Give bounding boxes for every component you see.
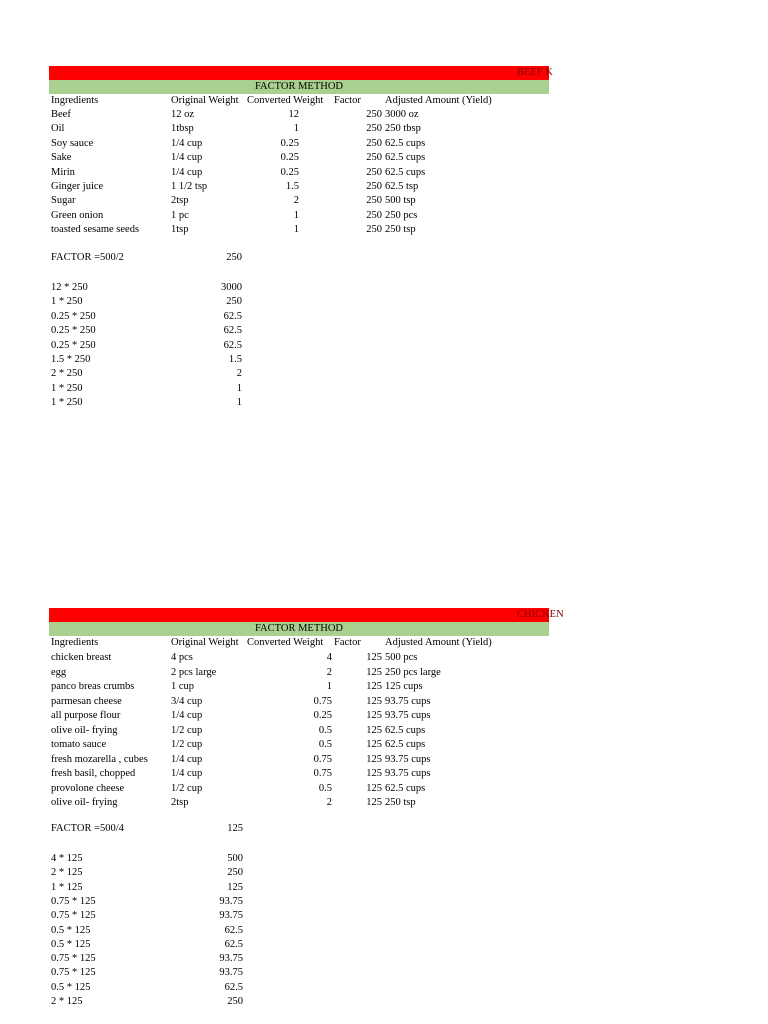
converted-weight: 1 — [293, 209, 299, 221]
calculation-result: 93.75 — [219, 967, 243, 979]
calculation-expression: 0.5 * 125 — [51, 924, 91, 936]
calculation-result: 250 — [227, 996, 243, 1007]
adjusted-amount: 250 pcs large — [385, 666, 441, 678]
factor-value: 125 — [366, 768, 382, 779]
calculation-expression: 0.25 * 250 — [51, 339, 96, 351]
converted-weight: 0.25 — [280, 137, 299, 149]
ingredient-name: panco breas crumbs — [51, 681, 135, 692]
factor-value: 250 — [366, 123, 382, 135]
header-converted-weight: Converted Weight — [247, 95, 324, 106]
converted-weight: 1 — [293, 123, 299, 135]
header-original-weight: Original Weight — [171, 637, 239, 648]
converted-weight: 1 — [326, 681, 332, 692]
original-weight: 1/4 cup — [171, 152, 203, 164]
converted-weight: 2 — [326, 797, 332, 808]
factor-row — [49, 251, 549, 265]
factor-label: FACTOR =500/4 — [51, 823, 124, 834]
original-weight: 1/2 cup — [171, 782, 203, 794]
factor-label: FACTOR =500/2 — [51, 252, 124, 263]
calculation-row — [49, 966, 549, 980]
calculation-result: 93.75 — [219, 895, 243, 907]
converted-weight: 0.25 — [313, 710, 332, 721]
converted-weight: 0.75 — [313, 753, 332, 765]
calculation-result: 62.5 — [224, 924, 243, 936]
calculation-row — [49, 382, 549, 396]
calculation-row — [49, 310, 549, 324]
section-title: BEEF K — [517, 67, 553, 78]
adjusted-amount: 62.5 cups — [385, 739, 426, 750]
calculation-row — [49, 353, 549, 367]
calculation-row — [49, 881, 549, 895]
ingredient-name: Green onion — [51, 209, 104, 221]
adjusted-amount: 93.75 cups — [385, 753, 431, 765]
factor-value: 250 — [366, 137, 382, 149]
table-row — [49, 151, 549, 165]
original-weight: 3/4 cup — [171, 695, 203, 707]
adjusted-amount: 62.5 cups — [385, 724, 426, 736]
calculation-result: 250 — [227, 867, 243, 879]
table-row — [49, 209, 549, 223]
calculation-row — [49, 952, 549, 966]
converted-weight: 0.25 — [280, 152, 299, 164]
converted-weight: 2 — [326, 666, 332, 678]
header-adjusted-amount: Adjusted Amount (Yield) — [385, 95, 492, 106]
calculation-expression: 4 * 125 — [51, 853, 83, 864]
calculation-expression: 0.75 * 125 — [51, 910, 96, 922]
factor-value: 125 — [366, 753, 382, 765]
adjusted-amount: 500 pcs — [385, 652, 418, 663]
ingredient-name: egg — [51, 666, 67, 678]
ingredient-name: Sake — [51, 152, 72, 164]
adjusted-amount: 62.5 cups — [385, 782, 426, 794]
factor-value: 125 — [227, 823, 243, 834]
adjusted-amount: 250 tsp — [385, 797, 416, 808]
calculation-expression: 1 * 250 — [51, 296, 83, 308]
factor-value: 125 — [366, 695, 382, 707]
calculation-result: 1.5 — [228, 354, 242, 365]
original-weight: 2tsp — [171, 797, 189, 808]
table-row — [49, 122, 549, 136]
adjusted-amount: 93.75 cups — [385, 710, 431, 721]
calculation-row — [49, 339, 549, 353]
table-row — [49, 709, 549, 723]
adjusted-amount: 62.5 cups — [385, 137, 426, 149]
ingredient-name: olive oil- frying — [51, 797, 118, 808]
calculation-expression: 0.25 * 250 — [51, 325, 96, 337]
calculation-expression: 0.5 * 125 — [51, 938, 91, 950]
ingredient-name: olive oil- frying — [51, 724, 118, 736]
ingredient-name: all purpose flour — [51, 710, 121, 721]
ingredient-name: provolone cheese — [51, 782, 125, 794]
table-row — [49, 194, 549, 208]
calculation-result: 62.5 — [224, 981, 243, 993]
calculation-result: 62.5 — [223, 339, 242, 351]
calculation-row — [49, 367, 549, 381]
adjusted-amount: 500 tsp — [385, 195, 416, 207]
table-row — [49, 753, 549, 767]
table-row — [49, 666, 549, 680]
original-weight: 1/4 cup — [171, 137, 203, 149]
original-weight: 1/4 cup — [171, 753, 203, 765]
adjusted-amount: 93.75 cups — [385, 768, 431, 779]
factor-row — [49, 822, 549, 836]
header-ingredients: Ingredients — [51, 637, 99, 648]
factor-value: 250 — [366, 166, 382, 178]
table-row — [49, 796, 549, 810]
calculation-expression: 2 * 125 — [51, 867, 83, 879]
calculation-expression: 2 * 250 — [51, 368, 83, 380]
converted-weight: 1.5 — [285, 181, 299, 192]
calculation-expression: 0.5 * 125 — [51, 981, 91, 993]
calculation-row — [49, 909, 549, 923]
factor-value: 250 — [366, 224, 382, 236]
factor-value: 125 — [366, 797, 382, 808]
table-row — [49, 180, 549, 194]
adjusted-amount: 62.5 cups — [385, 166, 426, 178]
converted-weight: 0.5 — [318, 782, 332, 794]
ingredient-name: fresh mozarella , cubes — [51, 753, 148, 765]
table-row — [49, 137, 549, 151]
factor-value: 125 — [366, 652, 382, 663]
method-header: FACTOR METHOD — [49, 622, 549, 636]
method-header: FACTOR METHOD — [49, 80, 549, 94]
calculation-row — [49, 396, 549, 410]
converted-weight: 0.5 — [318, 724, 332, 736]
factor-value: 250 — [366, 195, 382, 207]
calculation-result: 93.75 — [219, 910, 243, 922]
ingredient-name: tomato sauce — [51, 739, 107, 750]
original-weight: 12 oz — [171, 109, 195, 120]
factor-value: 250 — [226, 252, 242, 263]
ingredient-name: Sugar — [51, 195, 76, 207]
calculation-expression: 0.75 * 125 — [51, 967, 96, 979]
header-adjusted-amount: Adjusted Amount (Yield) — [385, 637, 492, 648]
ingredient-name: Mirin — [51, 166, 75, 178]
table-row — [49, 695, 549, 709]
ingredient-name: Soy sauce — [51, 137, 94, 149]
calculation-result: 125 — [227, 881, 243, 893]
original-weight: 1/4 cup — [171, 768, 203, 779]
table-row — [49, 782, 549, 796]
calculation-row — [49, 852, 549, 866]
factor-value: 125 — [366, 666, 382, 678]
converted-weight: 0.75 — [313, 695, 332, 707]
calculation-expression: 12 * 250 — [51, 282, 88, 293]
table-row — [49, 651, 549, 665]
adjusted-amount: 3000 oz — [385, 109, 419, 120]
table-row — [49, 724, 549, 738]
factor-value: 250 — [366, 109, 382, 120]
section-title-bar — [49, 608, 564, 622]
calculation-expression: 0.25 * 250 — [51, 310, 96, 322]
header-original-weight: Original Weight — [171, 95, 239, 106]
converted-weight: 12 — [288, 109, 299, 120]
factor-value: 250 — [366, 152, 382, 164]
converted-weight: 0.5 — [318, 739, 332, 750]
calculation-result: 1 — [236, 397, 242, 409]
adjusted-amount: 62.5 tsp — [385, 181, 419, 192]
factor-value: 125 — [366, 782, 382, 794]
adjusted-amount: 62.5 cups — [385, 152, 426, 164]
original-weight: 1 1/2 tsp — [171, 181, 208, 192]
ingredient-name: toasted sesame seeds — [51, 224, 140, 236]
original-weight: 1/4 cup — [171, 166, 203, 178]
table-row — [49, 738, 549, 752]
converted-weight: 2 — [293, 195, 299, 207]
original-weight: 1/2 cup — [171, 739, 203, 750]
calculation-expression: 1 * 250 — [51, 397, 83, 409]
calculation-row — [49, 295, 549, 309]
calculation-result: 93.75 — [219, 953, 243, 965]
table-row — [49, 767, 549, 781]
calculation-row — [49, 924, 549, 938]
calculation-expression: 2 * 125 — [51, 996, 83, 1007]
ingredient-name: Beef — [51, 109, 71, 120]
calculation-expression: 0.75 * 125 — [51, 895, 96, 907]
ingredient-name: Ginger juice — [51, 181, 104, 192]
factor-value: 125 — [366, 739, 382, 750]
header-factor: Factor — [334, 637, 361, 648]
calculation-expression: 1 * 125 — [51, 881, 83, 893]
header-ingredients: Ingredients — [51, 95, 99, 106]
ingredient-name: Oil — [51, 123, 65, 135]
converted-weight: 4 — [326, 652, 332, 663]
calculation-result: 62.5 — [223, 325, 242, 337]
calculation-row — [49, 938, 549, 952]
calculation-result: 62.5 — [223, 310, 242, 322]
adjusted-amount: 125 cups — [385, 681, 423, 692]
calculation-result: 3000 — [221, 282, 242, 293]
factor-value: 125 — [366, 710, 382, 721]
calculation-row — [49, 281, 549, 295]
table-row — [49, 680, 549, 694]
factor-value: 125 — [366, 681, 382, 692]
converted-weight: 0.75 — [313, 768, 332, 779]
original-weight: 1 cup — [171, 681, 195, 692]
header-factor: Factor — [334, 95, 361, 106]
calculation-result: 250 — [226, 296, 242, 308]
calculation-row — [49, 895, 549, 909]
adjusted-amount: 250 tbsp — [385, 123, 421, 135]
table-row — [49, 223, 549, 237]
original-weight: 1/4 cup — [171, 710, 203, 721]
factor-value: 250 — [366, 181, 382, 192]
calculation-row — [49, 324, 549, 338]
factor-value: 250 — [366, 209, 382, 221]
converted-weight: 0.25 — [280, 166, 299, 178]
calculation-result: 1 — [236, 382, 242, 394]
original-weight: 4 pcs — [171, 652, 193, 663]
calculation-expression: 1 * 250 — [51, 382, 83, 394]
ingredient-name: chicken breast — [51, 652, 112, 663]
calculation-row — [49, 866, 549, 880]
ingredient-name: fresh basil, chopped — [51, 768, 136, 779]
adjusted-amount: 250 pcs — [385, 209, 418, 221]
table-header-row — [49, 94, 549, 108]
calculation-expression: 1.5 * 250 — [51, 354, 91, 365]
factor-value: 125 — [366, 724, 382, 736]
original-weight: 2tsp — [171, 195, 189, 207]
converted-weight: 1 — [293, 224, 299, 236]
calculation-row — [49, 981, 549, 995]
section-title-bar — [49, 66, 553, 80]
original-weight: 1tbsp — [171, 123, 194, 135]
calculation-result: 500 — [227, 853, 243, 864]
table-row — [49, 108, 549, 122]
table-row — [49, 166, 549, 180]
adjusted-amount: 250 tsp — [385, 224, 416, 236]
calculation-result: 2 — [236, 368, 242, 380]
adjusted-amount: 93.75 cups — [385, 695, 431, 707]
original-weight: 1 pc — [171, 209, 189, 221]
original-weight: 2 pcs large — [171, 666, 217, 678]
original-weight: 1tsp — [171, 224, 189, 236]
calculation-row — [49, 995, 549, 1009]
original-weight: 1/2 cup — [171, 724, 203, 736]
table-header-row — [49, 636, 549, 650]
calculation-result: 62.5 — [224, 938, 243, 950]
ingredient-name: parmesan cheese — [51, 695, 122, 707]
calculation-expression: 0.75 * 125 — [51, 953, 96, 965]
section-title: CHICKEN — [517, 609, 564, 620]
header-converted-weight: Converted Weight — [247, 637, 324, 648]
